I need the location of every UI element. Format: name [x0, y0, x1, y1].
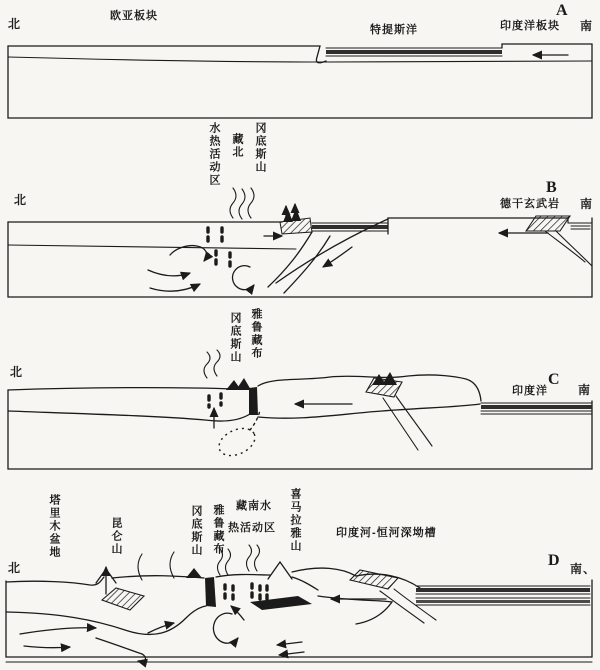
panel-c-south-label: 南	[578, 383, 592, 397]
panel-b-south-label: 南	[580, 197, 594, 211]
panel-letter-d: D	[548, 552, 560, 569]
panel-b-north-label: 北	[14, 193, 28, 207]
panel-d-south-label: 南、	[570, 562, 597, 576]
panel-letter-c: C	[548, 371, 560, 388]
panel-d-north-label: 北	[8, 561, 22, 575]
panel-a-north-label: 北	[8, 17, 22, 31]
label-yarlung-zangbo-d: 雅鲁藏布	[212, 504, 224, 556]
label-kunlun-mts: 昆仑山	[110, 517, 122, 556]
panel-c-north-label: 北	[10, 365, 24, 379]
panel-letter-a: A	[556, 2, 568, 19]
label-gangdise-mts-b: 冈底斯山	[254, 122, 266, 174]
label-gangdise-mts-c: 冈底斯山	[229, 312, 241, 364]
label-himalaya-mts: 喜马拉雅山	[289, 488, 301, 553]
label-deccan-basalt: 德干玄武岩	[500, 198, 560, 210]
label-indus-ganges-trough: 印度河-恒河深坳槽	[336, 527, 437, 539]
label-south-tibet-hydro-2: 热活动区	[228, 522, 276, 534]
label-north-tibet: 藏北	[231, 133, 243, 159]
panel-c-drawing	[0, 305, 600, 483]
label-tarim-basin: 塔里木盆地	[48, 494, 60, 559]
panel-letter-b: B	[546, 179, 557, 196]
label-yarlung-zangbo-c: 雅鲁藏布	[250, 308, 262, 360]
label-indian-ocean: 印度洋	[512, 385, 548, 397]
label-eurasian-plate: 欧亚板块	[110, 10, 158, 22]
label-south-tibet-hydro-1: 藏南水	[236, 500, 272, 512]
panel-a-south-label: 南	[580, 19, 594, 33]
label-tethys-ocean: 特提斯洋	[370, 24, 418, 36]
label-hydrothermal-zone: 水热活动区	[208, 122, 220, 187]
label-gangdise-mts-d: 冈底斯山	[190, 505, 202, 557]
label-indian-ocean-plate: 印度洋板块	[500, 20, 560, 32]
panel-b-drawing	[0, 120, 600, 302]
